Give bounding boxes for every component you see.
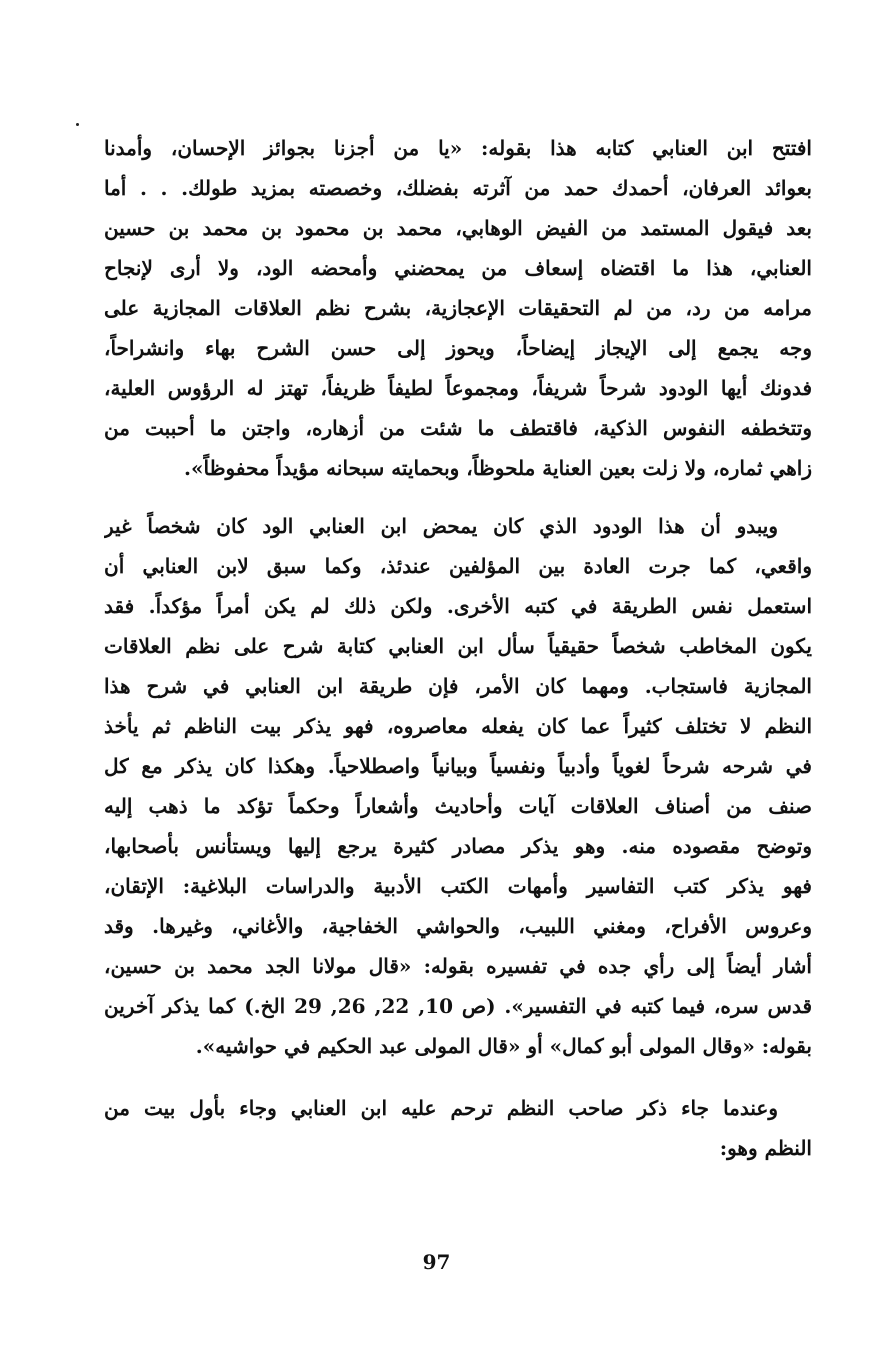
text-line: يكون المخاطب شخصاً حقيقياً سأل ابن العنابي كتابة شرح على نظم العلاقات: [104, 634, 812, 658]
text-line: وجه يجمع إلى الإيجاز إيضاحاً، ويحوز إلى حسن الشرح بهاء وانشراحاً،: [104, 336, 812, 360]
text-line: وتوضح مقصوده منه. وهو يذكر مصادر كثيرة يرجع إليها ويستأنس بأصحابها،: [104, 834, 812, 858]
text-line: أشار أيضاً إلى رأي جده في تفسيره بقوله: «قال مولانا الجد محمد بن حسين،: [104, 954, 812, 978]
text-line: فدونك أيها الودود شرحاً شريفاً، ومجموعاً لطيفاً ظريفاً، تهتز له الرؤوس العلية،: [104, 376, 812, 400]
text-line: وعندما جاء ذكر صاحب النظم ترحم عليه ابن العنابي وجاء بأول بيت من: [104, 1096, 778, 1120]
text-line: افتتح ابن العنابي كتابه هذا بقوله: «يا من أجزنا بجوائز الإحسان، وأمدنا: [104, 136, 812, 160]
text-line: المجازية فاستجاب. ومهما كان الأمر، فإن طريقة ابن العنابي في شرح هذا: [104, 674, 812, 698]
paragraph-gap: [104, 1066, 812, 1088]
text-line: العنابي، هذا ما اقتضاه إسعاف من يمحضني وأمحضه الود، ولا أرى لإنجاح: [104, 256, 812, 280]
scan-speck: [76, 123, 79, 126]
text-line: بعد فيقول المستمد من الفيض الوهابي، محمد بن محمود بن محمد بن حسين: [104, 216, 812, 240]
paragraph-3: [104, 1088, 812, 1168]
text-line: فهو يذكر كتب التفاسير وأمهات الكتب الأدبية والدراسات البلاغية: الإتقان،: [104, 874, 812, 898]
text-line: وتتخطفه النفوس الذكية، فاقتطف ما شئت من أزهاره، واجتن ما أحببت من: [104, 416, 812, 440]
paragraph-2: [104, 506, 812, 1066]
text-line: بقوله: «وقال المولى أبو كمال» أو «قال المولى عبد الحكيم في حواشيه».: [195, 1034, 812, 1058]
text-line: استعمل نفس الطريقة في كتبه الأخرى. ولكن ذلك لم يكن أمراً مؤكداً. فقد: [104, 594, 812, 618]
text-line: في شرحه شرحاً لغوياً وأدبياً ونفسياً وبيانياً واصطلاحياً. وهكذا كان يذكر مع كل: [104, 754, 812, 778]
text-line: صنف من أصناف العلاقات آيات وأحاديث وأشعاراً وحكماً تؤكد ما ذهب إليه: [104, 794, 812, 818]
text-line: بعوائد العرفان، أحمدك حمد من آثرته بفضلك، وخصصته بمزيد طولك. . . أما: [104, 176, 812, 200]
body-text: [104, 128, 812, 1168]
text-line: النظم وهو:: [719, 1136, 812, 1160]
text-line: قدس سره، فيما كتبه في التفسير». (ص 10, 22, 26, 29 الخ.) كما يذكر آخرين: [104, 994, 812, 1018]
text-line: وعروس الأفراح، ومغني اللبيب، والحواشي الخفاجية، والأغاني، وغيرها. وقد: [104, 914, 812, 938]
page-number: 97: [422, 1250, 451, 1274]
text-line: واقعي، كما جرت العادة بين المؤلفين عندئذ، وكما سبق لابن العنابي أن: [104, 554, 812, 578]
text-line: زاهي ثماره، ولا زلت بعين العناية ملحوظاً، وبحمايته سبحانه مؤيداً محفوظاً».: [184, 456, 812, 480]
text-line: النظم لا تختلف كثيراً عما كان يفعله معاصروه، فهو يذكر بيت الناظم ثم يأخذ: [104, 714, 812, 738]
text-line: مرامه من رد، من لم التحقيقات الإعجازية، بشرح نظم العلاقات المجازية على: [104, 296, 812, 320]
paragraph-1: [104, 128, 812, 488]
text-line: ويبدو أن هذا الودود الذي كان يمحض ابن العنابي الود كان شخصاً غير: [104, 514, 778, 538]
paragraph-gap: [104, 488, 812, 506]
